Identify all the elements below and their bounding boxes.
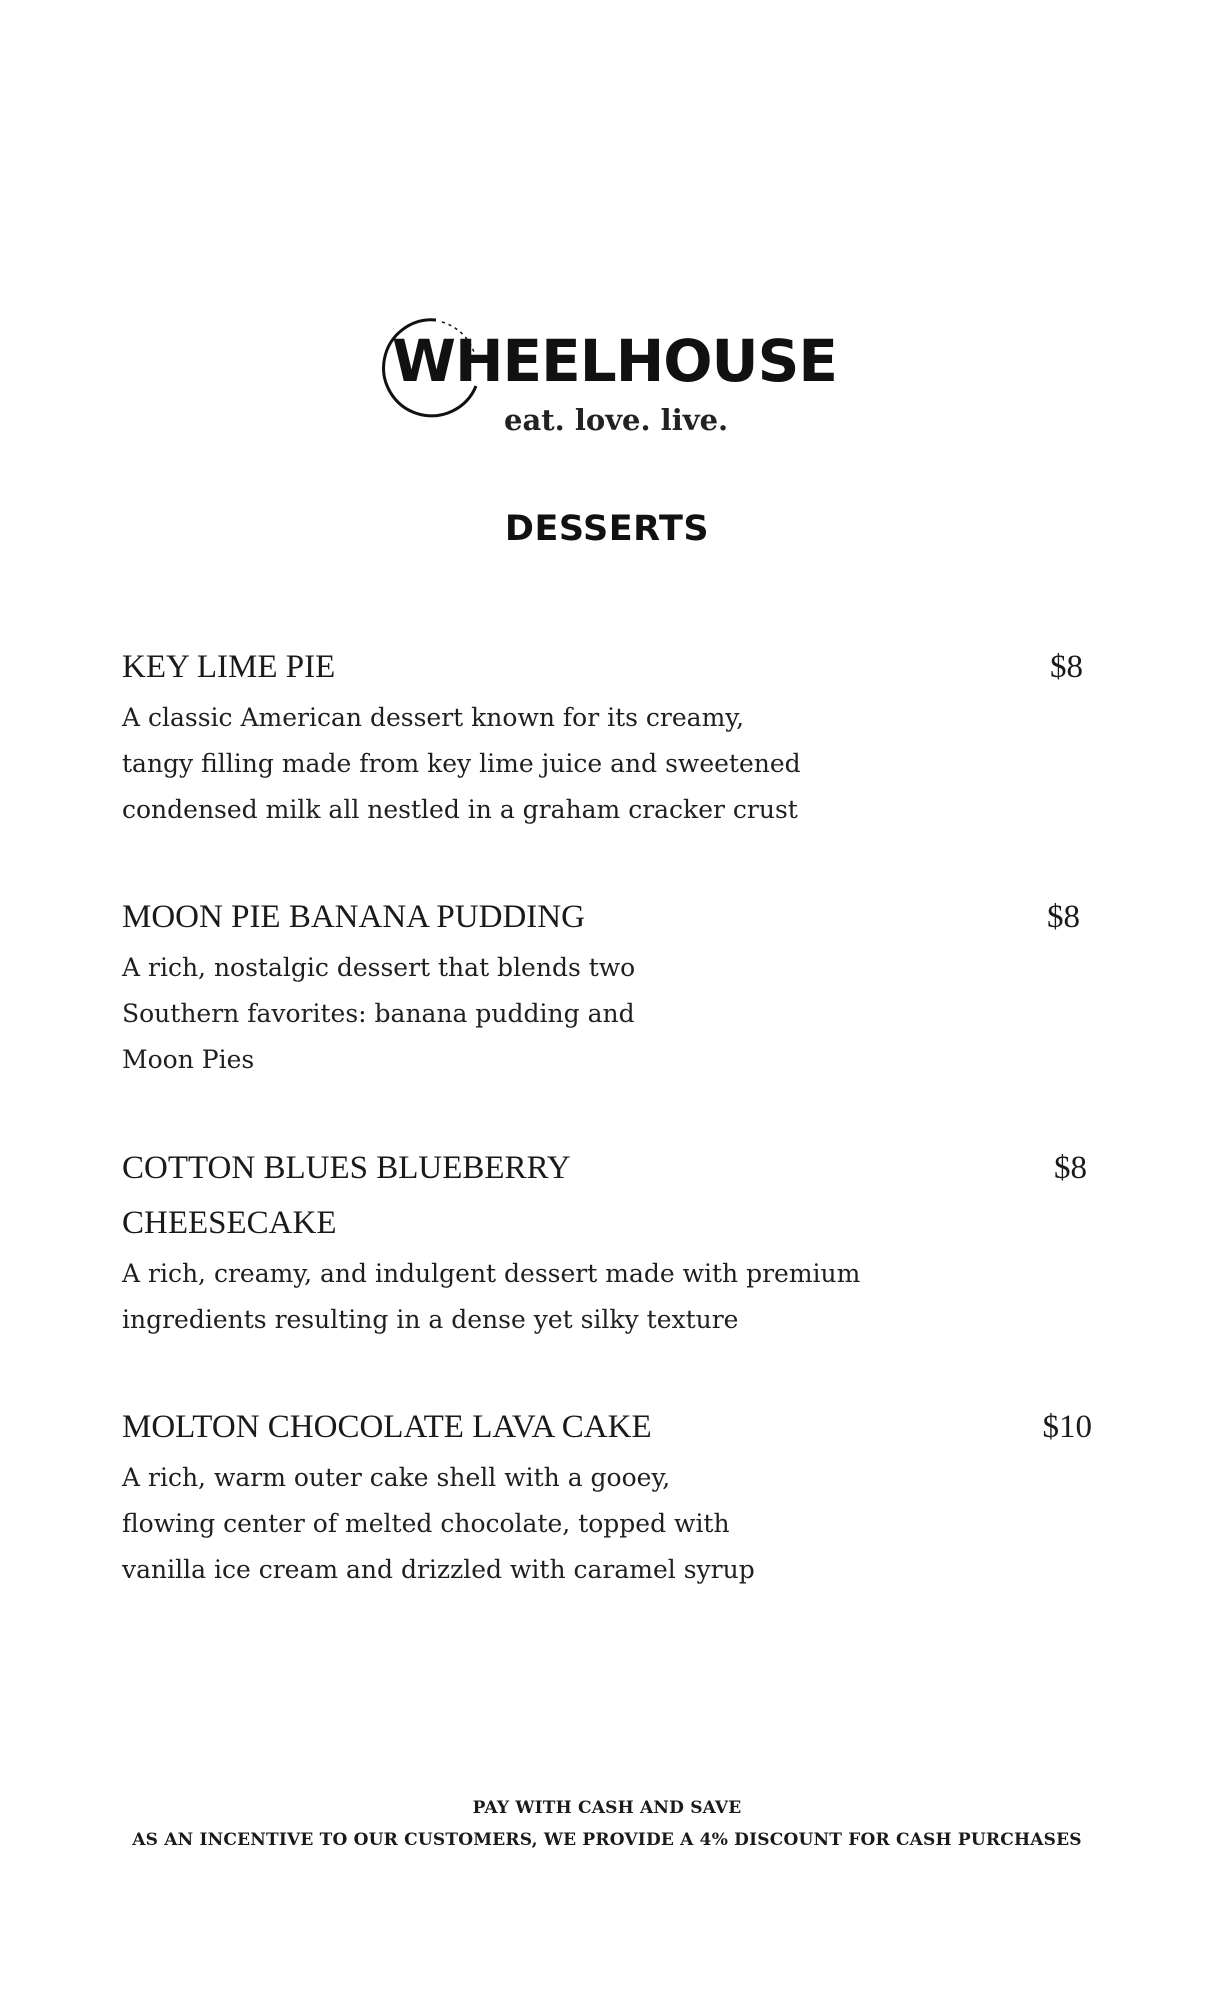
item-description-line: ingredients resulting in a dense yet silky texture bbox=[122, 1305, 739, 1334]
menu-item bbox=[122, 1141, 1092, 1343]
item-name: MOON PIE BANANA PUDDING bbox=[122, 899, 585, 935]
item-description bbox=[122, 945, 1092, 1083]
footer-detail: AS AN INCENTIVE TO OUR CUSTOMERS, WE PROVIDE A 4% DISCOUNT FOR CASH PURCHASES bbox=[132, 1830, 1082, 1850]
menu-item bbox=[122, 1400, 1092, 1593]
section-title: DESSERTS bbox=[504, 509, 710, 549]
item-description-line: Moon Pies bbox=[122, 1045, 255, 1074]
item-price: $8 bbox=[1054, 1150, 1087, 1186]
item-name-line: COTTON BLUES BLUEBERRY bbox=[122, 1150, 571, 1186]
footer-headline: PAY WITH CASH AND SAVE bbox=[472, 1798, 742, 1818]
item-description-line: A rich, nostalgic dessert that blends two bbox=[122, 953, 636, 982]
item-description-line: vanilla ice cream and drizzled with caramel syrup bbox=[122, 1555, 755, 1584]
item-name-line: CHEESECAKE bbox=[122, 1205, 337, 1241]
item-price: $10 bbox=[1042, 1409, 1092, 1445]
item-description bbox=[122, 1251, 1092, 1343]
brand-tagline: eat. love. live. bbox=[504, 403, 729, 437]
item-description-line: A rich, creamy, and indulgent dessert made with premium bbox=[122, 1259, 861, 1288]
item-description-line: A classic American dessert known for its creamy, bbox=[122, 703, 745, 732]
cash-discount-notice bbox=[0, 1792, 1214, 1856]
item-description-line: A rich, warm outer cake shell with a gooey, bbox=[122, 1463, 671, 1492]
menu-item bbox=[122, 640, 1092, 833]
item-description-line: condensed milk all nestled in a graham cracker crust bbox=[122, 795, 798, 824]
item-description-line: flowing center of melted chocolate, topped with bbox=[122, 1509, 730, 1538]
item-description-line: Southern favorites: banana pudding and bbox=[122, 999, 635, 1028]
item-name: KEY LIME PIE bbox=[122, 649, 336, 685]
item-name: MOLTON CHOCOLATE LAVA CAKE bbox=[122, 1409, 652, 1445]
item-price: $8 bbox=[1047, 899, 1080, 935]
brand-name: WHEELHOUSE bbox=[392, 327, 838, 395]
item-description bbox=[122, 695, 1092, 833]
item-name bbox=[122, 1141, 722, 1251]
brand-logo bbox=[376, 308, 846, 448]
item-description-line: tangy filling made from key lime juice and sweetened bbox=[122, 749, 801, 778]
item-price: $8 bbox=[1050, 649, 1083, 685]
item-description bbox=[122, 1455, 1092, 1593]
menu-item bbox=[122, 890, 1092, 1083]
